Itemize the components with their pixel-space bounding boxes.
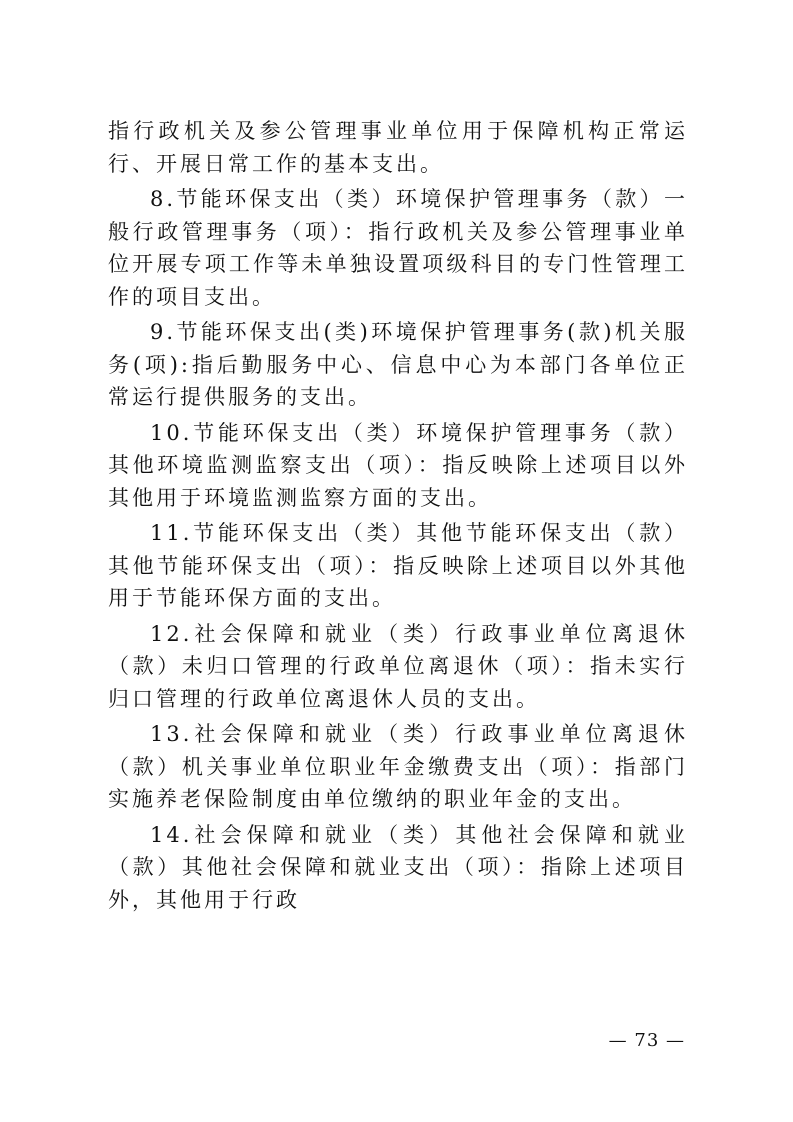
paragraph-continuation: 指行政机关及参公管理事业单位用于保障机构正常运行、开展日常工作的基本支出。 (108, 119, 688, 176)
paragraph-item-8: 8.节能环保支出（类）环境保护管理事务（款）一般行政管理事务（项）：指行政机关及参公管理事业单位开展专项工作等未单独设置项级科目的专门性管理工作的项目支出。 (108, 187, 688, 309)
page-number: — 73 — (608, 1030, 685, 1051)
paragraph-item-13: 13.社会保障和就业（类）行政事业单位离退休（款）机关事业单位职业年金缴费支出（项）：指部门实施养老保险制度由单位缴纳的职业年金的支出。 (108, 722, 688, 811)
document-body (108, 115, 688, 916)
paragraph-item-11: 11.节能环保支出（类）其他节能环保支出（款）其他节能环保支出（项）：指反映除上述项目以外其他用于节能环保方面的支出。 (108, 521, 688, 610)
paragraph-item-12: 12.社会保障和就业（类）行政事业单位离退休（款）未归口管理的行政单位离退休（项）：指未实行归口管理的行政单位离退休人员的支出。 (108, 621, 688, 711)
paragraph-item-10: 10.节能环保支出（类）环境保护管理事务（款）其他环境监测监察支出（项）：指反映除上述项目以外其他用于环境监测监察方面的支出。 (108, 420, 688, 510)
paragraph-item-14: 14.社会保障和就业（类）其他社会保障和就业（款）其他社会保障和就业支出（项）：指除上述项目外，其他用于行政 (108, 822, 688, 912)
paragraph-item-9: 9.节能环保支出(类)环境保护管理事务(款)机关服务(项):指后勤服务中心、信息中心为本部门各单位正常运行提供服务的支出。 (108, 320, 688, 409)
